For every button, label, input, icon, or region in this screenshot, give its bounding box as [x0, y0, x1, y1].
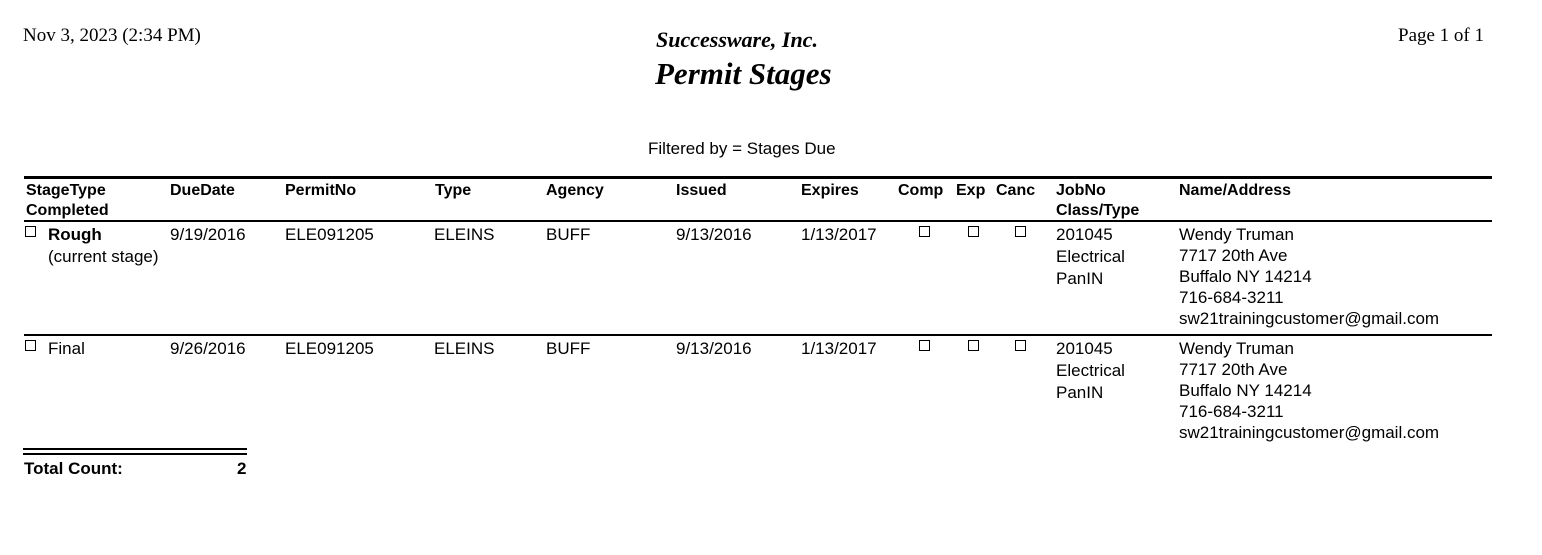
- column-header-due-date: DueDate: [170, 182, 235, 199]
- permit-no: ELE091205: [285, 339, 374, 358]
- column-header-name-address: Name/Address: [1179, 182, 1292, 199]
- row-divider: [24, 334, 1492, 336]
- completed-checkbox[interactable]: [25, 226, 36, 237]
- stage-type: Final: [48, 339, 85, 358]
- permit-no: ELE091205: [285, 225, 374, 244]
- column-header-permit-no: PermitNo: [285, 182, 357, 199]
- job-class: Electrical: [1056, 361, 1125, 380]
- customer-name: Wendy Truman: [1179, 339, 1294, 358]
- column-header-canc: Canc: [996, 182, 1036, 199]
- issued-date: 9/13/2016: [676, 225, 752, 244]
- agency: BUFF: [546, 225, 591, 244]
- job-class-type: PanIN: [1056, 269, 1104, 288]
- customer-name: Wendy Truman: [1179, 225, 1294, 244]
- job-no: 201045: [1056, 225, 1113, 244]
- column-header-type: Type: [435, 182, 472, 199]
- expires-date: 1/13/2017: [801, 225, 877, 244]
- job-class-type: PanIN: [1056, 383, 1104, 402]
- customer-email: sw21trainingcustomer@gmail.com: [1179, 423, 1440, 442]
- filter-description: Filtered by = Stages Due: [648, 139, 836, 158]
- exp-checkbox[interactable]: [968, 340, 979, 351]
- customer-city: Buffalo NY 14214: [1179, 381, 1312, 400]
- total-rule-bottom: [23, 453, 247, 455]
- job-class: Electrical: [1056, 247, 1125, 266]
- customer-city: Buffalo NY 14214: [1179, 267, 1312, 286]
- completed-checkbox[interactable]: [25, 340, 36, 351]
- stage-note: (current stage): [48, 247, 159, 266]
- customer-address: 7717 20th Ave: [1179, 246, 1288, 265]
- customer-address: 7717 20th Ave: [1179, 360, 1288, 379]
- column-header-job-no: JobNo: [1056, 182, 1106, 199]
- header-top-rule: [24, 176, 1492, 179]
- canc-checkbox[interactable]: [1015, 226, 1026, 237]
- customer-phone: 716-684-3211: [1179, 402, 1284, 421]
- permit-type: ELEINS: [434, 225, 495, 244]
- header-bottom-rule: [24, 220, 1492, 222]
- comp-checkbox[interactable]: [919, 340, 930, 351]
- report-title: Permit Stages: [655, 56, 832, 91]
- company-name: Successware, Inc.: [656, 27, 818, 52]
- customer-email: sw21trainingcustomer@gmail.com: [1179, 309, 1440, 328]
- exp-checkbox[interactable]: [968, 226, 979, 237]
- column-header-class-type: Class/Type: [1056, 202, 1140, 219]
- comp-checkbox[interactable]: [919, 226, 930, 237]
- due-date: 9/19/2016: [170, 225, 246, 244]
- column-header-issued: Issued: [676, 182, 727, 199]
- job-no: 201045: [1056, 339, 1113, 358]
- agency: BUFF: [546, 339, 591, 358]
- total-count-value: 2: [237, 459, 247, 478]
- column-header-agency: Agency: [546, 182, 604, 199]
- column-header-completed: Completed: [26, 202, 109, 219]
- customer-phone: 716-684-3211: [1179, 288, 1284, 307]
- issued-date: 9/13/2016: [676, 339, 752, 358]
- total-count-label: Total Count:: [24, 459, 123, 478]
- total-rule-top: [23, 448, 247, 450]
- column-header-stage-type: StageType: [26, 182, 106, 199]
- canc-checkbox[interactable]: [1015, 340, 1026, 351]
- column-header-comp: Comp: [898, 182, 944, 199]
- print-date: Nov 3, 2023 (2:34 PM): [23, 25, 201, 46]
- column-header-exp: Exp: [956, 182, 986, 199]
- due-date: 9/26/2016: [170, 339, 246, 358]
- column-header-expires: Expires: [801, 182, 859, 199]
- page-number: Page 1 of 1: [1398, 25, 1485, 46]
- permit-type: ELEINS: [434, 339, 495, 358]
- stage-type: Rough: [48, 225, 102, 244]
- expires-date: 1/13/2017: [801, 339, 877, 358]
